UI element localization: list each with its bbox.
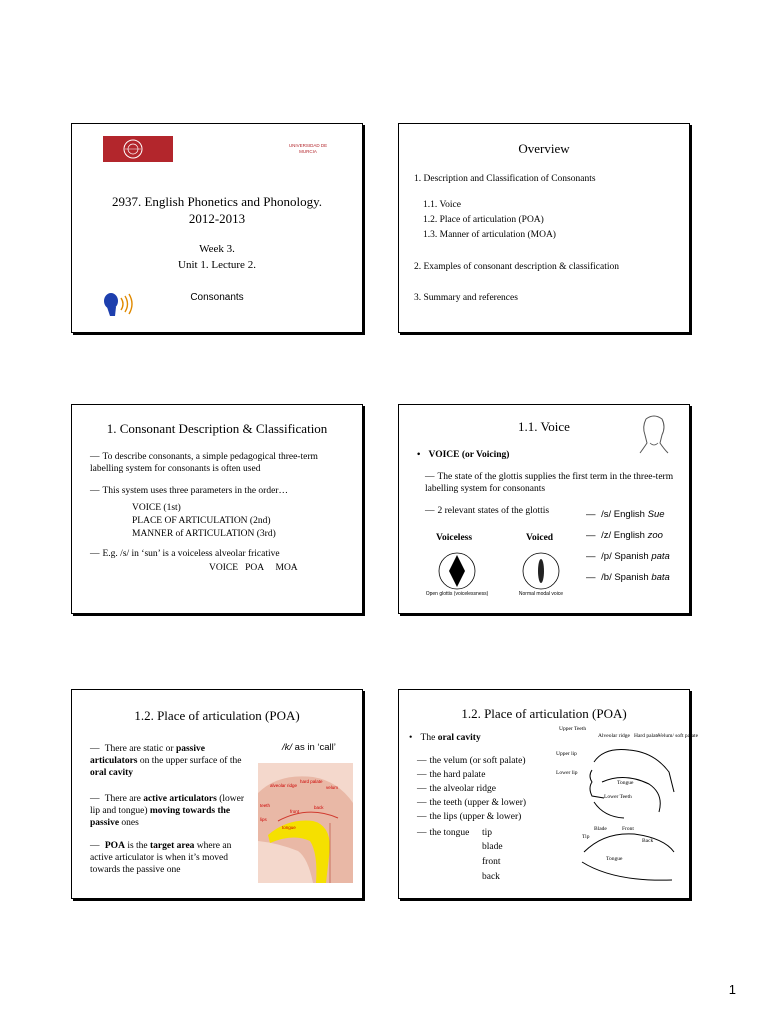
text-run-bold: target area — [150, 841, 195, 851]
articulator-item: — the lips (upper & lower) — [417, 811, 521, 823]
diagram-label: Blade — [594, 826, 607, 832]
voice-example — [586, 572, 670, 584]
slide-consonant-description — [71, 404, 363, 614]
tongue-part: tip — [482, 828, 493, 838]
example-language: English — [611, 530, 648, 541]
slide-voice — [398, 404, 690, 614]
text-run-bold: POA — [104, 841, 125, 851]
parameter-moa: MANNER of ARTICULATION (3rd) — [132, 529, 276, 539]
example-word: zoo — [647, 530, 663, 541]
course-title-line2: 2012-2013 — [188, 211, 246, 226]
page-number: 1 — [728, 982, 736, 997]
voiceless-caption: Open glottis (voicelessness) — [425, 591, 489, 597]
voiceless-label: Voiceless — [436, 533, 473, 543]
voiced-label: Voiced — [526, 533, 554, 543]
articulator-item: — the tongue — [417, 827, 469, 839]
slide-overview — [398, 123, 690, 333]
slide-title: Overview — [518, 141, 570, 156]
articulator-item: — the velum (or soft palate) — [417, 755, 526, 767]
example-symbol: /p/ — [601, 551, 612, 562]
slide-poa-1 — [71, 689, 363, 899]
paragraph-active — [90, 793, 250, 829]
slide-title: 1.1. Voice — [518, 419, 570, 434]
paragraph: — This system uses three parameters in the order… — [90, 485, 352, 497]
diagram-label: teeth — [260, 803, 271, 808]
tongue-part: back — [482, 872, 500, 882]
diagram-label: back — [314, 805, 324, 810]
diagram-label: Back — [642, 838, 654, 844]
diagram-label: Hard palate — [634, 733, 660, 739]
overview-item: 1.3. Manner of articulation (MOA) — [423, 230, 556, 240]
slide-poa-2 — [398, 689, 699, 899]
articulator-item: — the hard palate — [417, 769, 485, 781]
example-symbol: /s/ — [601, 509, 612, 520]
oral-cavity-bullet — [409, 732, 481, 744]
university-logo — [103, 136, 173, 162]
slide-title: 1.2. Place of articulation (POA) — [461, 706, 627, 721]
text-run: (lower lip and tongue) — [90, 794, 244, 816]
text-run: There are — [104, 794, 144, 804]
diagram-label: Tongue — [606, 856, 623, 862]
paragraph: — 2 relevant states of the glottis — [425, 505, 549, 517]
week-label: Week 3. — [199, 243, 235, 255]
oral-cavity-diagram — [554, 722, 699, 892]
example-symbol: /z/ — [601, 530, 612, 541]
example-language: Spanish — [611, 572, 652, 583]
example-labels: VOICE POA MOA — [209, 563, 298, 573]
overview-item: 1.1. Voice — [423, 200, 461, 210]
tongue-part: blade — [482, 842, 503, 852]
example-symbol: /b/ — [601, 572, 612, 583]
diagram-label: tongue — [282, 825, 296, 830]
overview-item: 1.2. Place of articulation (POA) — [423, 215, 544, 225]
voice-bullet — [417, 449, 509, 461]
diagram-label: Alveolar ridge — [598, 733, 630, 739]
paragraph-passive — [90, 743, 248, 779]
parameter-poa: PLACE OF ARTICULATION (2nd) — [132, 516, 271, 526]
speaking-head-icon — [102, 292, 138, 323]
example-language: Spanish — [611, 551, 652, 562]
example-word: bata — [651, 572, 670, 583]
paragraph: — The state of the glottis supplies the first term in the three-term labelling system for consonants — [425, 471, 680, 495]
diagram-label: Velum/ soft palate — [658, 733, 699, 739]
text-run-bold: oral cavity — [437, 733, 481, 743]
slide-title: 1.2. Place of articulation (POA) — [134, 708, 300, 723]
example-word: as in ‘call’ — [292, 742, 336, 753]
text-run-bold: oral cavity — [90, 768, 134, 778]
paragraph: — To describe consonants, a simple pedagogical three-term labelling system for consonants is often used — [90, 451, 352, 475]
diagram-label: lips — [260, 817, 267, 822]
slide-title: 1. Consonant Description & Classification — [106, 421, 328, 436]
overview-item: 1. Description and Classification of Consonants — [414, 174, 596, 184]
diagram-label: velum — [326, 785, 339, 790]
vocal-tract-diagram — [258, 763, 353, 883]
topic-label: Consonants — [190, 292, 244, 303]
university-seal-icon — [103, 136, 173, 162]
example-language: English — [611, 509, 648, 520]
overview-item: 3. Summary and references — [414, 293, 518, 303]
diagram-label: Upper lip — [556, 751, 577, 757]
course-title-line1: 2937. English Phonetics and Phonology. — [111, 194, 323, 209]
diagram-label: alveolar ridge — [270, 783, 298, 788]
head-profile-icon — [634, 413, 674, 460]
example-sentence: — E.g. /s/ in ‘sun’ is a voiceless alveolar fricative — [90, 548, 352, 560]
slide-title — [71, 123, 363, 333]
example-symbol: /k/ — [282, 742, 293, 753]
text-run-bold: passive articulators — [90, 744, 205, 766]
unit-label: Unit 1. Lecture 2. — [178, 259, 256, 271]
voice-example — [586, 509, 665, 521]
voice-example — [586, 530, 663, 542]
overview-item: 2. Examples of consonant description & classification — [414, 262, 619, 272]
voiced-caption: Normal modal voice — [518, 591, 564, 597]
diagram-label: front — [290, 809, 300, 814]
example-word: Sue — [647, 509, 665, 520]
diagram-label: Tongue — [617, 780, 634, 786]
text-run: where an active articulator is when it’s moved towards the passive one — [90, 841, 232, 875]
text-run: is the — [124, 841, 151, 851]
glottis-closed-diagram — [519, 551, 563, 596]
text-run-bold: active articulators — [143, 794, 217, 804]
diagram-label: Lower lip — [556, 770, 578, 776]
voice-example — [586, 551, 670, 563]
tongue-part: front — [482, 857, 501, 867]
poa-example — [282, 742, 336, 754]
glottis-open-diagram — [435, 551, 479, 596]
text-run: There are static or — [104, 744, 176, 754]
text-run: on the upper surface of the — [137, 756, 242, 766]
parameter-voice: VOICE (1st) — [132, 503, 181, 513]
diagram-label: Lower Teeth — [604, 794, 632, 800]
text-run: ones — [119, 818, 139, 828]
university-name: UNIVERSIDAD DE MURCIA — [288, 143, 328, 154]
articulator-item: — the alveolar ridge — [417, 783, 496, 795]
text-run: The — [420, 733, 438, 743]
diagram-label: Tip — [582, 834, 590, 840]
diagram-label: Upper Teeth — [559, 726, 587, 732]
paragraph-poa — [90, 840, 252, 876]
diagram-label: hard palate — [300, 779, 323, 784]
diagram-label: Front — [622, 826, 634, 832]
example-word: pata — [651, 551, 670, 562]
voice-heading: VOICE (or Voicing) — [428, 450, 510, 460]
articulator-item: — the teeth (upper & lower) — [417, 797, 526, 809]
text-run-bold: moving towards the passive — [90, 806, 231, 828]
